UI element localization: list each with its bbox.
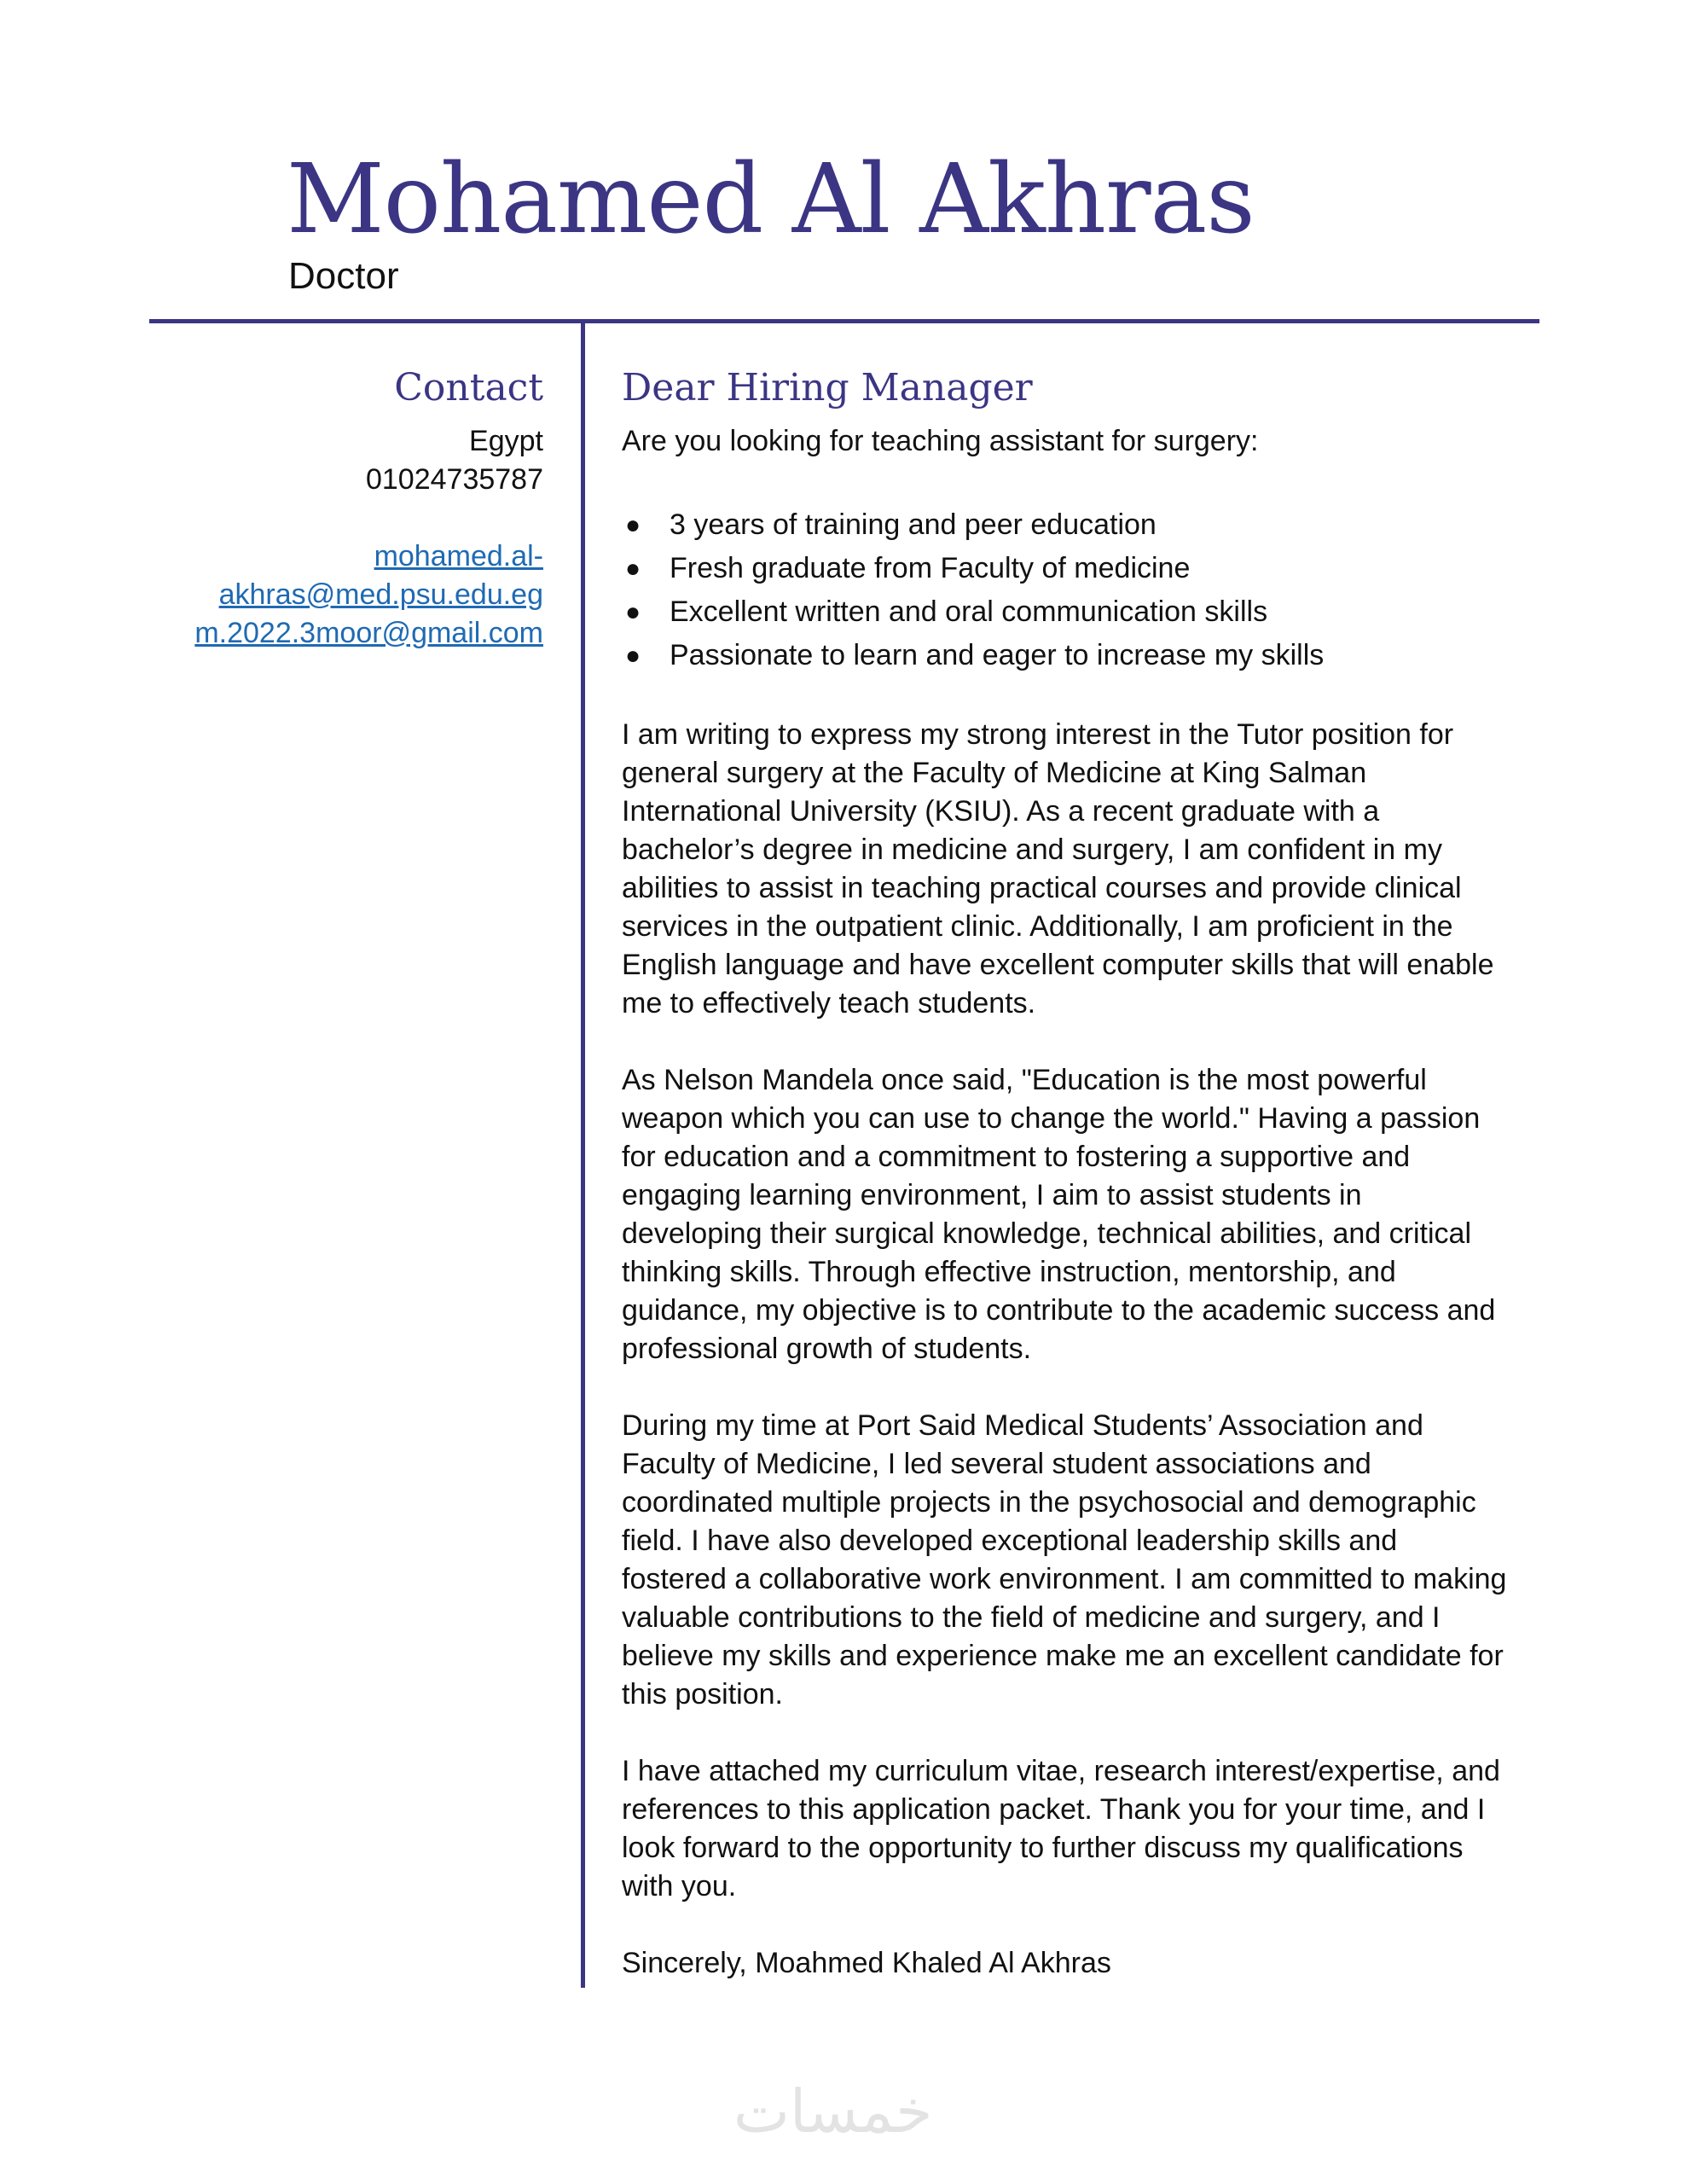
bullet-dot-icon: ●	[625, 511, 641, 539]
contact-phone: 01024735787	[365, 463, 543, 496]
list-item	[622, 503, 1509, 547]
email-link-gmail[interactable]: m.2022.3moor@gmail.com	[194, 617, 543, 649]
qualification-list	[622, 503, 1509, 677]
contact-sidebar	[149, 363, 543, 653]
list-item	[622, 634, 1509, 677]
bullet-dot-icon: ●	[625, 555, 641, 583]
khamsat-watermark-logo: خمسات	[733, 2077, 933, 2146]
list-item-text: Passionate to learn and eager to increase my skills	[670, 639, 1325, 671]
letter-paragraph-mandela: As Nelson Mandela once said, "Education is the most powerful weapon which you can use to change the world." Having a passion for education and a commitment to fostering a supportive and engaging learning environment, I aim to assist students in developing their surgical knowledge, technical abilities, and critical thinking skills. Through effective instruction, mentorship, and guidance, my objective is to contribute to the academic success and professional growth of students.	[622, 1064, 1496, 1365]
applicant-name: Mohamed Al Akhras	[287, 144, 1255, 255]
email-link-university-line1: mohamed.al-	[374, 540, 543, 572]
email-link-university-line2: akhras@med.psu.edu.eg	[218, 578, 543, 611]
bullet-dot-icon: ●	[625, 598, 641, 626]
bullet-dot-icon: ●	[625, 642, 641, 670]
letter-paragraph-attachments: I have attached my curriculum vitae, research interest/expertise, and references to this application packet. Thank you for your time, and I look forward to the opportunity to further discuss my qualifications with you.	[622, 1755, 1500, 1902]
letter-paragraph-experience: During my time at Port Said Medical Students’ Association and Faculty of Medicine, I led several student associations and coordinated multiple projects in the psychosocial and demographic field. I have also developed exceptional leadership skills and fostered a collaborative work environment. I am committed to making valuable contributions to the field of medicine and surgery, and I believe my skills and experience make me an excellent candidate for this position.	[622, 1409, 1507, 1711]
list-item	[622, 547, 1509, 590]
letter-paragraph-interest: I am writing to express my strong interest in the Tutor position for general surgery at the Faculty of Medicine at King Salman International University (KSIU). As a recent graduate with a bachelor’s degree in medicine and surgery, I am confident in my abilities to assist in teaching practical courses and provide clinical services in the outpatient clinic. Additionally, I am proficient in the English language and have excellent computer skills that will enable me to effectively teach students.	[622, 718, 1494, 1019]
contact-spacer	[149, 499, 543, 537]
cover-letter-body	[622, 363, 1509, 2021]
list-item	[622, 590, 1509, 634]
letter-intro: Are you looking for teaching assistant for surgery:	[622, 425, 1259, 457]
contact-location: Egypt	[469, 425, 543, 457]
list-item-text: 3 years of training and peer education	[670, 508, 1157, 541]
letter-closing: Sincerely, Moahmed Khaled Al Akhras	[622, 1947, 1111, 1979]
column-divider	[581, 322, 585, 1988]
email-link-university[interactable]	[149, 537, 543, 614]
applicant-title: Doctor	[288, 255, 399, 297]
letter-greeting: Dear Hiring Manager	[622, 366, 1033, 410]
list-item-text: Excellent written and oral communication skills	[670, 595, 1268, 628]
list-item-text: Fresh graduate from Faculty of medicine	[670, 552, 1191, 584]
header-divider	[149, 319, 1539, 323]
contact-heading: Contact	[394, 366, 543, 410]
